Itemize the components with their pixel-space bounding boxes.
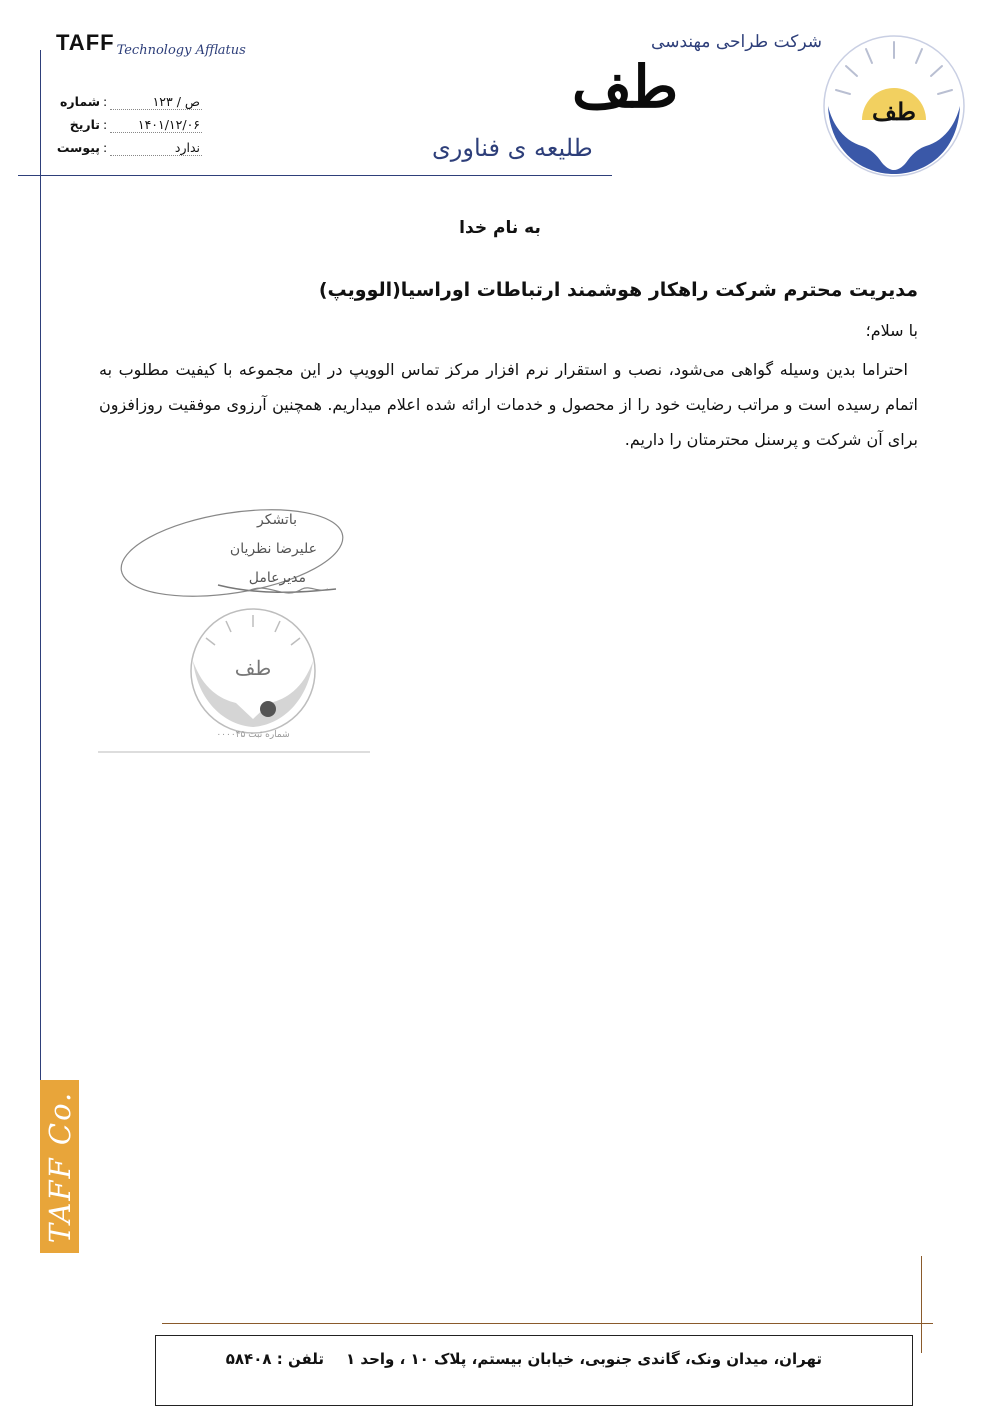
meta-number-row: شماره : ص / ۱۲۳ bbox=[60, 94, 200, 109]
stamp-logo-text: طف bbox=[234, 656, 272, 680]
meta-date-label: تاریخ bbox=[69, 117, 100, 132]
footer-phone-text: تلفن : ۵۸۴۰۸ bbox=[225, 1350, 325, 1368]
stamp-graphic-icon bbox=[98, 493, 370, 755]
basmala-heading: به نام خدا bbox=[459, 218, 541, 238]
footer-address-box bbox=[155, 1335, 913, 1406]
signature-stamp-block bbox=[98, 493, 370, 755]
emblem-text: طف bbox=[872, 97, 916, 126]
side-brand-text: TAFF Co. bbox=[42, 1090, 77, 1243]
footer-address-text: تهران، میدان ونک، گاندی جنوبی، خیابان بیستم، پلاک ۱۰ ، واحد ۱ bbox=[346, 1350, 822, 1368]
header-divider bbox=[18, 175, 612, 176]
meta-number-value: ص / ۱۲۳ bbox=[110, 94, 202, 110]
footer-contact bbox=[226, 1350, 822, 1368]
brand-lockup bbox=[56, 30, 246, 56]
signature-title: مدیرعامل bbox=[248, 570, 306, 586]
letter-body-paragraph: احتراما بدین وسیله گواهی می‌شود، نصب و استقرار نرم افزار مرکز تماس الوویپ در این مجموعه با کیفیت مطلوب به اتمام رسیده است و مراتب رضایت خود را از محصول و خدمات ارائه شده اعلام میداریم. همچنین آرزوی موفقیت روزافزون برای آن شرکت و پرسنل محترمتان را داریم. bbox=[99, 360, 918, 449]
company-subtitle: طلیعه ی فناوری bbox=[432, 134, 593, 162]
recipient-heading: مدیریت محترم شرکت راهکار هوشمند ارتباطات اوراسیا(الوویپ) bbox=[318, 279, 918, 301]
footer-vertical-rule bbox=[921, 1256, 922, 1353]
signature-closing: باتشکر bbox=[256, 512, 297, 528]
letter-body bbox=[99, 352, 918, 457]
meta-date-row: تاریخ : ۱۴۰۱/۱۲/۰۶ bbox=[60, 117, 202, 133]
footer-horizontal-rule bbox=[162, 1323, 933, 1324]
company-emblem-icon bbox=[822, 34, 967, 179]
meta-number-label: شماره bbox=[60, 94, 100, 109]
greeting-line: با سلام؛ bbox=[865, 321, 918, 340]
meta-attachment-value: ندارد bbox=[110, 140, 202, 156]
meta-attachment-row: پیوست : ندارد bbox=[56, 140, 200, 155]
signature-name: علیرضا نظریان bbox=[229, 541, 317, 557]
logo-wordmark: طف bbox=[572, 53, 679, 121]
meta-date-value: ۱۴۰۱/۱۲/۰۶ bbox=[110, 117, 202, 133]
stamp-registration-text: شماره ثبت ۰۰۰۰۴۵ bbox=[216, 730, 290, 740]
side-brand-strip bbox=[40, 1080, 79, 1253]
meta-attachment-label: پیوست bbox=[56, 140, 100, 155]
brand-taff-text: TAFF bbox=[56, 30, 115, 55]
company-engineering-title: شرکت طراحی مهندسی bbox=[651, 32, 822, 52]
left-margin-rule bbox=[40, 50, 41, 1085]
brand-tagline: Technology Afflatus bbox=[116, 43, 246, 58]
